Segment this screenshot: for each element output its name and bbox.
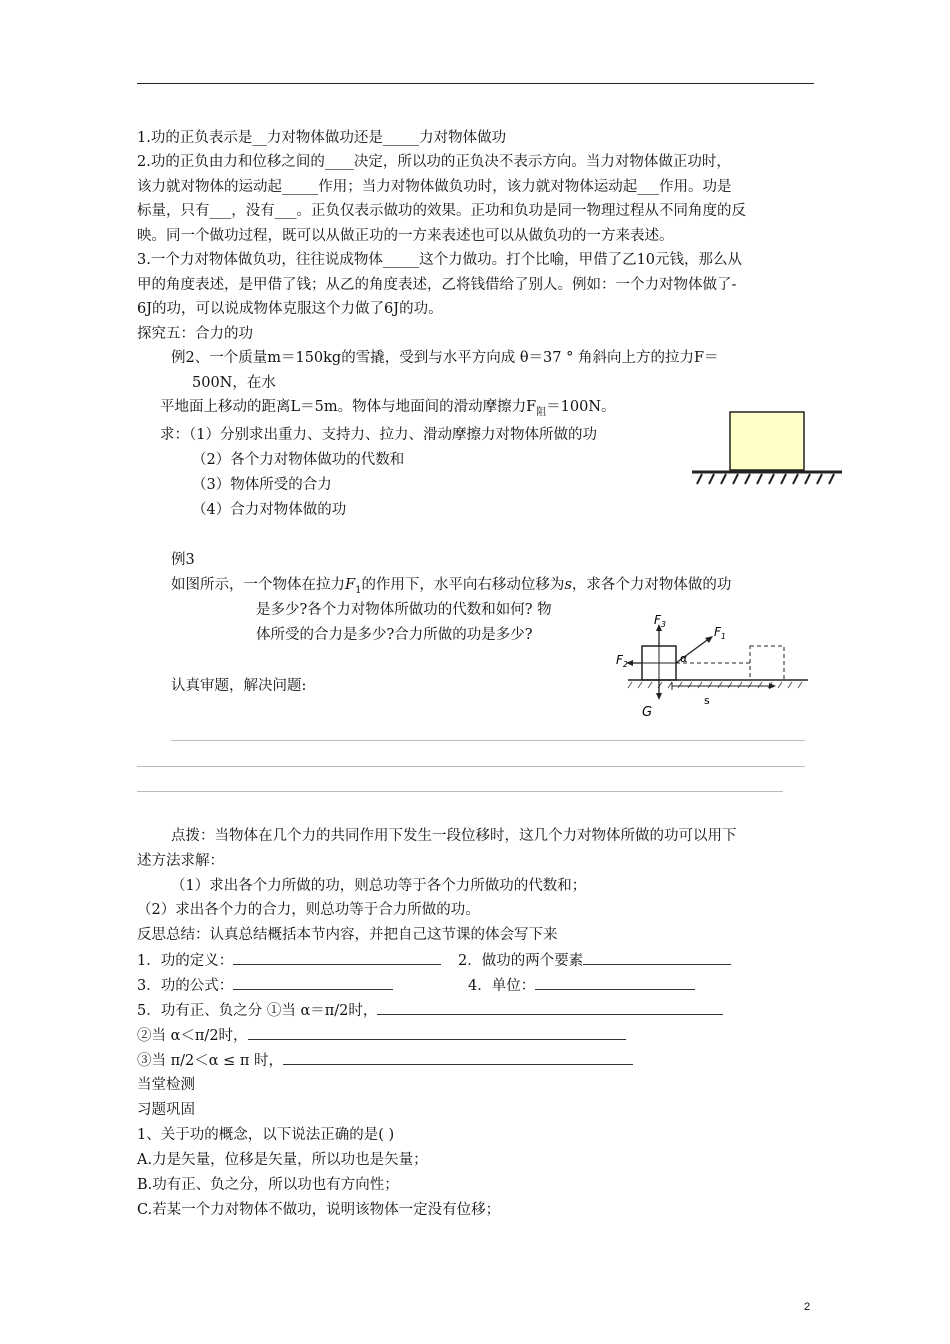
blank-alpha-equal[interactable] [377, 1000, 723, 1015]
hint-line2: 述方法求解： [137, 853, 224, 869]
blank-unit[interactable] [535, 975, 695, 990]
example3-line2: 是多少?各个力对物体所做功的代数和如何? 物 [256, 602, 552, 618]
question-2: （2）各个力对物体做功的代数和 [192, 452, 405, 468]
summary-2: 2．做功的两个要素 [458, 950, 731, 971]
method-2: （2）求出各个力的合力，则总功等于合力所做的功。 [137, 902, 480, 918]
section-title-explore5: 探究五：合力的功 [137, 326, 253, 342]
header-rule [137, 83, 814, 84]
hint-line1: 点拨：当物体在几个力的共同作用下发生一段位移时，这几个力对物体所做的功可以用下 [171, 828, 737, 844]
option-b: B.功有正、负之分，所以功也有方向性； [137, 1177, 399, 1193]
line-7: 甲的角度表述，是甲借了钱；从乙的角度表述，乙将钱借给了别人。例如：一个力对物体做了- [137, 277, 737, 293]
reflection-prompt: 反思总结：认真总结概括本节内容，并把自己这节课的体会写下来 [137, 927, 558, 943]
blank-alpha-greater[interactable] [283, 1050, 633, 1065]
line-5: 映。同一个做功过程，既可以从做正功的一方来表述也可以从做负功的一方来表述。 [137, 228, 674, 244]
ground-hatching [697, 474, 834, 484]
label-g: G [642, 705, 653, 720]
summary-3: 3．功的公式： [137, 975, 393, 996]
force-diagram [612, 612, 812, 722]
example3-line3: 体所受的合力是多少?合力所做的功是多少? [256, 627, 533, 643]
option-c: C.若某一个力对物体不做功，说明该物体一定没有位移； [137, 1202, 501, 1218]
answer-line-3[interactable] [137, 791, 783, 792]
example2-line2: 500N，在水 [192, 375, 276, 391]
example3-line1: 如图所示，一个物体在拉力$F_1$的作用下，水平向右移动位移为s，求各个力对物体做的功 [171, 577, 732, 596]
question-4: （4）合力对物体做的功 [192, 502, 347, 518]
question-1: 求：（1）分别求出重力、支持力、拉力、滑动摩擦力对物体所做的功 [160, 427, 597, 443]
line-4: 标量，只有___，没有___。正负仅表示做功的效果。正功和负功是同一物理过程从不同角度的反 [137, 203, 746, 219]
blank-alpha-less[interactable] [248, 1025, 626, 1040]
block-shape [730, 412, 804, 470]
option-a: A.力是矢量，位移是矢量，所以功也是矢量； [137, 1152, 428, 1168]
label-f2: $F_2$ [616, 653, 628, 669]
blank-formula[interactable] [233, 975, 393, 990]
line-6: 3.一个力对物体做负功，往往说成物体_____这个力做功。打个比喻，甲借了乙10元钱，那么从 [137, 252, 743, 268]
blank-definition[interactable] [233, 950, 441, 965]
answer-line-1[interactable] [171, 740, 805, 741]
question-p1: 1、关于功的概念，以下说法正确的是( ) [137, 1127, 395, 1143]
solve-prompt: 认真审题，解决问题: [171, 678, 307, 694]
sled-figure [688, 410, 848, 492]
example2-line1: 例2、一个质量m＝150kg的雪撬，受到与水平方向成 θ＝37 ° 角斜向上方的拉力F＝ [171, 350, 719, 366]
g-arrowhead [656, 693, 662, 700]
label-alpha: α [680, 652, 688, 665]
line-3: 该力就对物体的运动起_____作用；当力对物体做负功时，该力就对物体运动起___作用。功是 [137, 179, 732, 195]
summary-7: ③当 π/2＜α ≤ π 时， [137, 1050, 633, 1071]
label-f1: $F_1$ [714, 625, 726, 641]
summary-4: 4．单位： [468, 975, 695, 996]
method-1: （1）求出各个力所做的功，则总功等于各个力所做功的代数和； [171, 878, 587, 894]
in-class-check-heading: 当堂检测 [137, 1077, 195, 1093]
f1-arrowhead [705, 636, 713, 643]
answer-line-2[interactable] [137, 766, 805, 767]
summary-1: 1．功的定义： [137, 950, 441, 971]
practice-heading: 习题巩固 [137, 1102, 195, 1118]
s-arrowhead [769, 683, 776, 689]
diagram-final-block [750, 646, 784, 680]
example2-line3: 平地面上移动的距离L＝5m。物体与地面间的滑动摩擦力$F_阻=100N$。 [160, 399, 616, 418]
label-f3: $F_3$ [654, 613, 666, 629]
label-s: s [704, 694, 710, 707]
page-number: 2 [804, 1301, 811, 1313]
summary-5: 5．功有正、负之分 ①当 α＝π/2时， [137, 1000, 723, 1021]
example3-title: 例3 [171, 552, 195, 568]
blank-two-factors[interactable] [583, 950, 731, 965]
question-3: （3）物体所受的合力 [192, 477, 332, 493]
summary-6: ②当 α＜π/2时， [137, 1025, 626, 1046]
line-2: 2.功的正负由力和位移之间的____决定，所以功的正负决不表示方向。当力对物体做正功时， [137, 154, 731, 170]
line-1: 1.功的正负表示是__力对物体做功还是_____力对物体做功 [137, 130, 507, 146]
diagram-hatching [628, 682, 802, 688]
line-8: 6J的功，可以说成物体克服这个力做了6J的功。 [137, 301, 443, 317]
